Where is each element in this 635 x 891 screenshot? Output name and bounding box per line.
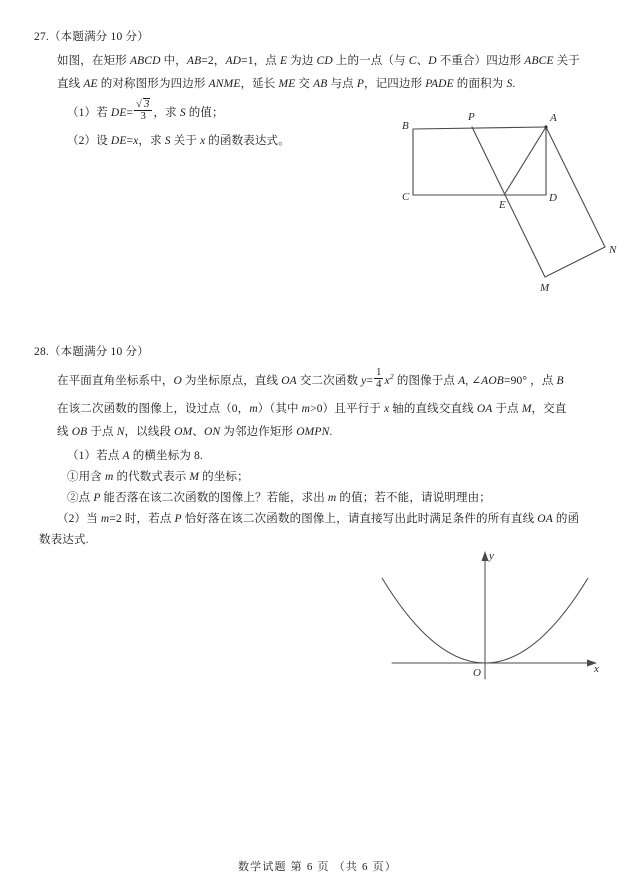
sub-2-eq: =	[126, 135, 134, 147]
figure-label-D: D	[549, 192, 557, 204]
rectangle-reflection-figure	[400, 105, 635, 310]
question-28-stem-line-2: 在该二次函数的图像上，设过点（0，m）（其中 m>0）且平行于 x 轴的直线交直线 OA 于点 M，交直	[57, 403, 567, 415]
question-28-sub-1-i: ①用含 m 的代数式表示 M 的坐标；	[67, 471, 249, 483]
sub-2-prefix: （2）设	[67, 135, 111, 147]
question-28-sub-1: （1）若点 A 的横坐标为 8.	[67, 450, 203, 462]
figure-label-E: E	[499, 199, 506, 211]
question-27-marks: （本题满分 10 分）	[48, 31, 149, 43]
parabola-axes-figure	[372, 545, 622, 695]
question-27-number: 27.	[34, 31, 49, 43]
question-27-stem-line-1: 如图，在矩形 ABCD 中，AB=2，AD=1，点 E 为边 CD 上的一点（与 C、D 不重合）四边形 ABCE 关于	[57, 55, 580, 67]
q28-l1-d: 的图像于点	[393, 374, 459, 387]
figure-label-P: P	[468, 111, 475, 123]
q28-l1-f: =90° ，点	[503, 374, 557, 387]
vertex-dot-A	[544, 125, 547, 128]
sub-2-var: DE	[110, 135, 127, 147]
sub-2-tail: 的函数表达式。	[205, 135, 290, 147]
q28-l1-O: O	[173, 374, 182, 387]
q28-l1-y: y	[361, 374, 367, 387]
sqrt-radicand: 3	[144, 99, 150, 111]
figure-label-N: N	[609, 244, 617, 256]
axis-label-y: y	[489, 550, 494, 562]
origin-label-O: O	[473, 667, 481, 679]
sub-2-varS: S	[164, 135, 171, 147]
fraction-denominator: 3	[140, 111, 147, 123]
question-28-stem-line-3: 线 OB 于点 N，以线段 OM、ON 为邻边作矩形 OMPN.	[57, 426, 333, 438]
question-27-subitems	[67, 100, 290, 154]
question-28-subitems	[39, 446, 580, 551]
q28-l1-OA: OA	[281, 374, 297, 387]
axis-label-x: x	[594, 663, 599, 675]
sqrt3-over-3-fraction: $\frac{√ 3}{3}$	[134, 98, 152, 122]
q28-l1-c: 交二次函数	[296, 374, 362, 387]
question-27-stem	[57, 50, 580, 96]
one-over-four-fraction	[374, 367, 383, 390]
sub-2-varx2: x	[200, 135, 206, 147]
segment-PEM	[472, 127, 545, 277]
figure-label-A: A	[550, 112, 557, 124]
sub-1-var2: S	[179, 107, 186, 119]
q28-l1-a: 在平面直角坐标系中，	[57, 374, 174, 387]
sub-1-eq: =	[126, 107, 134, 119]
q28-l1-x-exponent: 2	[389, 372, 394, 381]
segment-MN	[545, 247, 605, 277]
question-28-sub-2-cont: 数表达式.	[39, 534, 89, 546]
question-28-stem-rest	[57, 398, 567, 444]
segment-AN	[546, 127, 605, 247]
segment-AE	[504, 127, 546, 195]
q28-l1-b: 为坐标原点，直线	[181, 374, 282, 387]
q28-l1-e: , ∠	[465, 374, 482, 387]
figure-label-B: B	[402, 120, 409, 132]
sub-1-suffix: ，求	[153, 107, 180, 119]
parabola-axes-svg	[372, 545, 622, 695]
question-28-sub-2: （2）当 m=2 时，若点 P 恰好落在该二次函数的图像上，请直接写出此时满足条件的所有直线 OA 的函	[57, 513, 580, 525]
segment-BA	[413, 127, 546, 129]
sub-2-mid2: 关于	[170, 135, 201, 147]
page-footer: 数学试题 第 6 页 （共 6 页）	[237, 861, 398, 873]
q28-l1-AOB: AOB	[481, 374, 504, 387]
question-28-heading	[34, 345, 149, 359]
rectangle-reflection-svg	[400, 105, 635, 310]
sub-2-varx: x	[133, 135, 139, 147]
fraction-denominator: 4	[376, 378, 382, 390]
question-27-stem-line-2: 直线 AE 的对称图形为四边形 ANME，延长 ME 交 AB 与点 P，记四边形 PADE 的面积为 S.	[57, 78, 516, 90]
q28-l1-A: A	[458, 374, 466, 387]
question-27-heading	[34, 30, 149, 44]
figure-label-C: C	[402, 191, 410, 203]
figure-label-M: M	[540, 282, 550, 294]
question-27-sub-2	[67, 128, 290, 154]
q28-l1-B: B	[556, 374, 564, 387]
question-28-number: 28.	[34, 346, 49, 358]
question-28-stem-line-1	[57, 365, 564, 393]
question-28-sub-1-ii: ②点 P 能否落在该二次函数的图像上？若能，求出 m 的值；若不能，请说明理由；	[67, 492, 491, 504]
sub-1-var: DE	[110, 107, 127, 119]
fraction-numerator: 1	[376, 366, 382, 378]
q28-l1-eq: =	[366, 374, 374, 387]
sub-2-mid: ，求	[138, 135, 165, 147]
question-28-marks: （本题满分 10 分）	[48, 346, 149, 358]
sub-1-tail: 的值；	[185, 107, 224, 119]
sub-1-prefix: （1）若	[67, 107, 111, 119]
q28-l1-x: x	[384, 374, 390, 387]
y-axis-arrow	[482, 551, 489, 561]
question-27-sub-1	[67, 100, 290, 126]
